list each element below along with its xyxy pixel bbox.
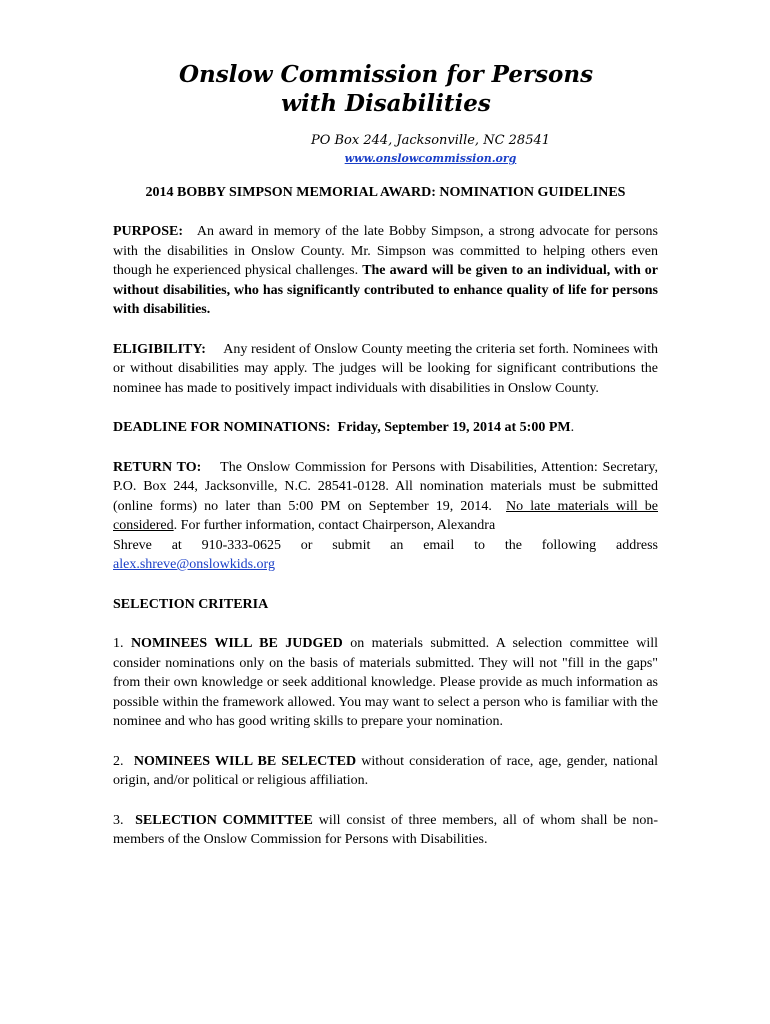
purpose-label: PURPOSE: [113,224,183,239]
criteria-item-text: without consideration of race, age, gender, national origin, and/or political or religious affiliation. [113,753,658,788]
criteria-item-label: SELECTION COMMITTEE [135,812,313,828]
criteria-item [113,752,658,791]
deadline-label: DEADLINE FOR NOMINATIONS: [113,420,331,435]
criteria-item [113,634,658,732]
organization-website [113,151,658,166]
purpose-paragraph [113,222,658,320]
organization-address: PO Box 244, Jacksonville, NC 28541 [310,133,551,148]
criteria-item-number: 2. [113,753,124,769]
criteria-item-number: 1. [113,636,124,651]
deadline-value: Friday, September 19, 2014 at 5:00 PM [337,420,571,435]
criteria-item-text: will consist of three members, all of whom shall be non-members of the Onslow Commission for Persons with Disabilities. [113,812,659,847]
purpose-bold-text: The award will be given to an individual, with or without disabilities, who has significantly contributed to enhance quality of life for persons with disabilities. [113,263,658,317]
criteria-item [113,811,658,850]
return-to-contact-text: . For further information, contact Chairperson, Alexandra [173,518,496,533]
eligibility-paragraph [113,340,658,399]
selection-criteria-heading: SELECTION CRITERIA [113,596,269,612]
email-line [113,555,658,575]
website-link[interactable]: www.onslowcommission.org [344,152,517,165]
organization-name: Onslow Commission for Persons with Disabilities [178,61,594,117]
return-to-spaced-line: Shreve at 910-333-0625 or submit an email to the following address [113,537,658,553]
deadline-paragraph [113,418,658,438]
return-to-paragraph [113,458,658,536]
criteria-item-label: NOMINEES WILL BE SELECTED [133,753,357,769]
criteria-item-number: 3. [113,812,124,828]
eligibility-label: ELIGIBILITY: [113,341,206,357]
deadline-end: . [570,420,575,435]
criteria-item-label: NOMINEES WILL BE JUDGED [130,636,343,651]
purpose-text: An award in memory of the late Bobby Simpson, a strong advocate for persons with the disabilities in Onslow County. Mr. Simpson was committed to helping others even though he experienced physical challenges. [113,224,658,278]
return-to-label: RETURN TO: [113,459,202,475]
late-materials-notice: No late materials will be considered [113,498,659,533]
document-title: 2014 BOBBY SIMPSON MEMORIAL AWARD: NOMINATION GUIDELINES [145,185,626,200]
return-to-text: The Onslow Commission for Persons with Disabilities, Attention: Secretary, P.O. Box 244, Jacksonville, N.C. 28541-0128. All nomination materials must be submitted (online forms) no later than 5:00 PM on September 19, 2014. [113,459,658,514]
eligibility-text: Any resident of Onslow County meeting the criteria set forth. Nominees with or without disabilities may apply. The judges will be looking for significant contributions the nominee has made to positively impact individuals with disabilities in Onslow County. [113,341,658,396]
contact-email-link[interactable]: alex.shreve@onslowkids.org [113,557,275,572]
document-page [113,60,658,850]
criteria-item-text: on materials submitted. A selection committee will consider nominations only on the basis of materials submitted. They will not "fill in the gaps" from their own knowledge or seek additional knowledge. Please provide as much information as possible within the framework allowed. You may want to select a person who is familiar with the nominee and who has good writing skills to prepare your nomination. [113,636,659,729]
